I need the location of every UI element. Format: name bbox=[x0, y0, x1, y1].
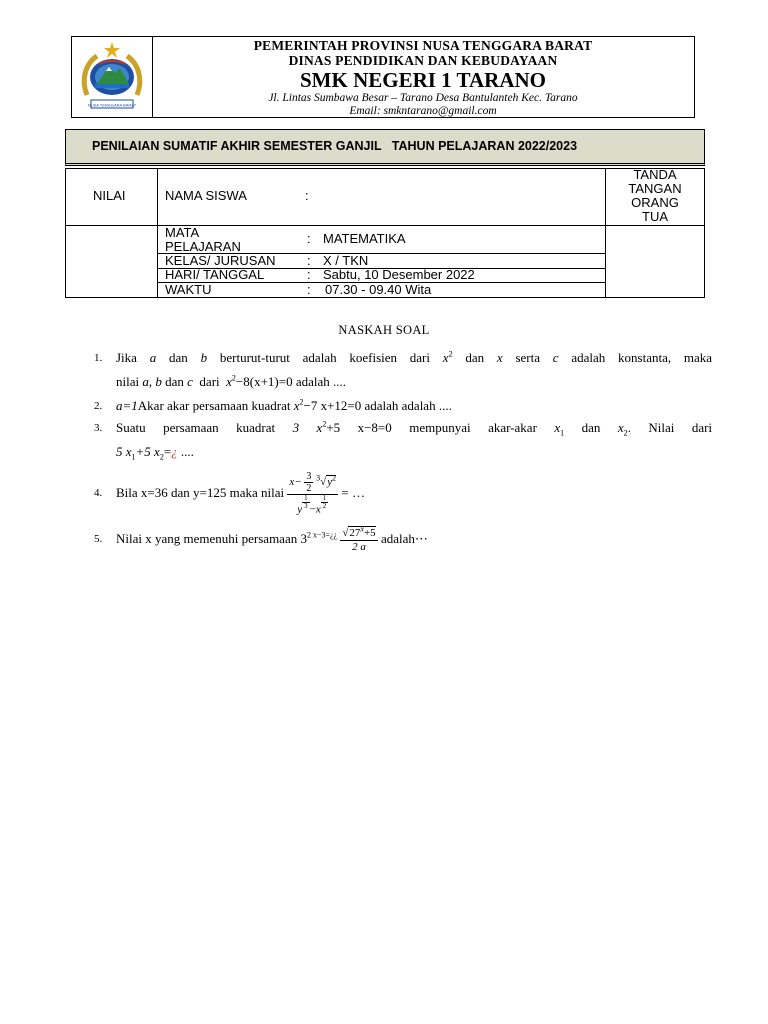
question-3-line-2: 5 $x_1+5$ $x_2=¿$ .... bbox=[116, 444, 194, 462]
question-number: 1. bbox=[94, 352, 103, 364]
question-4: 4. Bila x=36 dan y=125 maka nilai x− $\frac{3}{2}$ $^3√y^2$ y $\frac{1}{3}$ −x $\frac{1}{2}$ = … bbox=[94, 468, 712, 518]
logo-box bbox=[72, 37, 153, 117]
mata-pelajaran-colon: : bbox=[307, 231, 311, 246]
ntb-province-crest-icon bbox=[77, 40, 147, 114]
nama-siswa-colon: : bbox=[305, 188, 309, 203]
question-number: 2. bbox=[94, 400, 103, 412]
school-address: Jl. Lintas Sumbawa Besar – Tarano Desa Bantulanteh Kec. Tarano bbox=[268, 92, 578, 104]
question-3-line-1: Suatu persamaan kuadrat 3 $x^2+5$ x−8=0 mempunyai akar-akar $x_1$ dan $x_2$. Nilai dari bbox=[116, 419, 713, 438]
nilai-label: NILAI bbox=[93, 188, 126, 203]
kelas-jurusan-value: X / TKN bbox=[323, 253, 369, 268]
kelas-jurusan-label: KELAS/ JURUSAN bbox=[165, 253, 276, 268]
section-title: NASKAH SOAL bbox=[338, 323, 430, 337]
letterhead bbox=[71, 36, 695, 118]
question-number: 5. bbox=[94, 533, 103, 545]
exam-title: PENILAIAN SUMATIF AKHIR SEMESTER GANJIL TAHUN PELAJARAN 2022/2023 bbox=[65, 129, 705, 166]
question-1-line-2: nilai a, b dan c dari $x^2-8(x+1)=0$ adalah .... bbox=[116, 373, 346, 389]
question-number: 4. bbox=[94, 487, 103, 499]
logo-banner-text: NUSA TENGGARA BARAT bbox=[87, 102, 137, 108]
hari-tanggal-value: Sabtu, 10 Desember 2022 bbox=[323, 267, 475, 282]
department-name: DINAS PENDIDIKAN DAN KEBUDAYAAN bbox=[288, 53, 558, 68]
waktu-label: WAKTU bbox=[165, 282, 212, 297]
question-3 bbox=[94, 416, 712, 464]
identity-table bbox=[65, 168, 705, 298]
question-4-fraction: x− $\frac{3}{2}$ $^3√y^2$ y $\frac{1}{3}$ −x $\frac{1}{2}$ bbox=[289, 471, 337, 516]
letterhead-text bbox=[152, 37, 694, 118]
waktu-value: 07.30 - 09.40 Wita bbox=[325, 282, 432, 297]
question-2: 2. a=1Akar akar persamaan kuadrat $x^2-7$ x+12=0 adalah adalah .... bbox=[94, 394, 712, 418]
kelas-jurusan-colon: : bbox=[307, 253, 311, 268]
question-number: 3. bbox=[94, 422, 103, 434]
question-1-line-1: Jika a dan b berturut-turut adalah koefisien dari $x^2$ dan x serta c adalah konstanta, maka bbox=[116, 349, 713, 365]
waktu-colon: : bbox=[307, 282, 311, 297]
nama-siswa-label: NAMA SISWA bbox=[165, 188, 247, 203]
school-email: Email: smkntarano@gmail.com bbox=[349, 105, 497, 117]
signature-label: TANDA TANGAN ORANG TUA bbox=[628, 167, 682, 224]
hari-tanggal-label: HARI/ TANGGAL bbox=[165, 267, 265, 282]
question-5-fraction: $\frac{√27^x+5}{2 a}$ bbox=[342, 523, 376, 553]
question-1 bbox=[94, 346, 712, 394]
school-name: SMK NEGERI 1 TARANO bbox=[299, 68, 546, 92]
question-5: 5. Nilai x yang memenuhi persamaan $3^{2 x-3=¿¿}$ $\frac{√27^x+5}{2 a}$ adalah⋯ bbox=[94, 521, 712, 557]
mata-pelajaran-value: MATEMATIKA bbox=[323, 231, 406, 246]
mata-pelajaran-label: MATA PELAJARAN bbox=[165, 225, 241, 254]
hari-tanggal-colon: : bbox=[307, 267, 311, 282]
government-name: PEMERINTAH PROVINSI NUSA TENGGARA BARAT bbox=[253, 38, 593, 53]
